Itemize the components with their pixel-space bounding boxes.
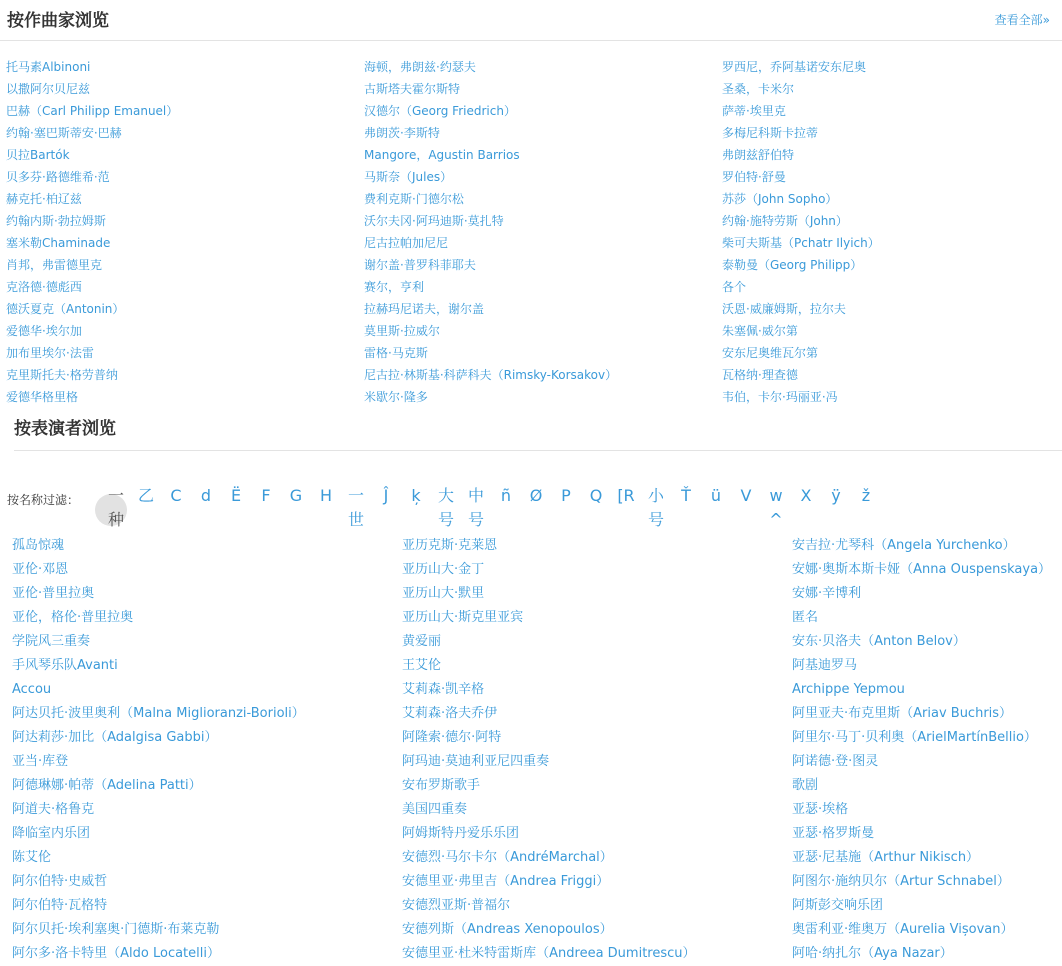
composer-link[interactable]: 沃恩·威廉姆斯，拉尔夫 <box>722 302 846 316</box>
letter-filter-option[interactable]: ÿ <box>831 486 841 505</box>
performer-link[interactable]: 阿玛迪·莫迪利亚尼四重奏 <box>402 754 550 769</box>
performer-link[interactable]: 安德列斯（Andreas Xenopoulos） <box>402 922 613 937</box>
composer-link[interactable]: Mangore，Agustin Barrios <box>364 148 520 162</box>
performer-list <box>12 534 1057 966</box>
performer-link[interactable]: 陈艾伦 <box>12 850 52 865</box>
performer-link[interactable]: 亚历山大·默里 <box>402 586 485 601</box>
composers-section-title: 按作曲家浏览 <box>7 11 109 31</box>
performer-link[interactable]: 阿道夫·格鲁克 <box>12 802 95 817</box>
performer-link[interactable]: 安东·贝洛夫（Anton Belov） <box>792 634 966 649</box>
composer-link[interactable]: 弗朗茨·李斯特 <box>364 126 440 140</box>
composer-link[interactable]: 贝拉Bartók <box>6 148 70 162</box>
composer-link[interactable]: 罗伯特·舒曼 <box>722 170 786 184</box>
composer-link[interactable]: 马斯奈（Jules） <box>364 170 453 184</box>
composer-link[interactable]: 尼古拉·林斯基·科萨科夫（Rimsky-Korsakov） <box>364 368 618 382</box>
letter-filter-option[interactable]: ñ <box>500 486 512 505</box>
performer-link[interactable]: 阿诺德·登·图灵 <box>792 754 879 769</box>
performer-link[interactable]: 安布罗斯歌手 <box>402 778 481 793</box>
letter-filter-option[interactable]: 一 世 <box>347 486 364 529</box>
letter-filter-option[interactable]: Q <box>589 486 603 505</box>
performer-link[interactable]: 手风琴乐队Avanti <box>12 658 118 673</box>
composer-link[interactable]: 赛尔，亨利 <box>364 280 425 294</box>
composer-link[interactable]: 瓦格纳·理查德 <box>722 368 798 382</box>
performer-link[interactable]: 歌剧 <box>792 778 819 793</box>
performer-link[interactable]: 亚瑟·埃格 <box>792 802 849 817</box>
letter-filter-option[interactable]: P <box>561 486 571 505</box>
performer-link[interactable]: 黄爱丽 <box>402 634 442 649</box>
letter-filter-option[interactable]: 乙 <box>137 486 154 505</box>
performer-link[interactable]: 阿尔贝托·埃利塞奥·门德斯·布莱克勒 <box>12 922 220 937</box>
performer-link[interactable]: 安娜·奥斯本斯卡娅（Anna Ouspenskaya） <box>792 562 1052 577</box>
composer-link[interactable]: 韦伯，卡尔·玛丽亚·冯 <box>722 390 838 404</box>
performer-link[interactable]: 匿名 <box>792 610 819 625</box>
letter-filter-option[interactable]: V <box>740 486 752 505</box>
performer-link[interactable]: 阿尔伯特·瓦格特 <box>12 898 108 913</box>
composer-link[interactable]: 古斯塔夫霍尔斯特 <box>364 82 461 96</box>
composer-link[interactable]: 多梅尼科斯卡拉蒂 <box>722 126 819 140</box>
letter-filter-option[interactable]: ķ <box>411 486 421 505</box>
composer-link[interactable]: 米歇尔·隆多 <box>364 390 428 404</box>
performer-link[interactable]: 阿德琳娜·帕蒂（Adelina Patti） <box>12 778 202 793</box>
performer-link[interactable]: 安德烈亚斯·普福尔 <box>402 898 511 913</box>
performer-link[interactable]: 学院风三重奏 <box>12 634 91 649</box>
performer-link[interactable]: 阿达莉莎·加比（Adalgisa Gabbi） <box>12 730 218 745</box>
performer-link[interactable]: 安德里亚·杜米特雷斯库（Andreea Dumitrescu） <box>402 946 696 961</box>
composer-link[interactable]: 弗朗兹舒伯特 <box>722 148 795 162</box>
composer-link[interactable]: 以撒阿尔贝尼兹 <box>6 82 91 96</box>
composers-divider <box>0 40 1062 41</box>
composer-link[interactable]: 莫里斯·拉威尔 <box>364 324 440 338</box>
performer-link[interactable]: 亚瑟·尼基施（Arthur Nikisch） <box>792 850 980 865</box>
composer-list <box>6 56 1056 408</box>
composer-link[interactable]: 萨蒂·埃里克 <box>722 104 786 118</box>
composer-link[interactable]: 朱塞佩·威尔第 <box>722 324 798 338</box>
letter-filter-option[interactable]: [R <box>617 486 635 505</box>
performer-link[interactable]: 亚历克斯·克莱恩 <box>402 538 498 553</box>
performer-link[interactable]: 孤岛惊魂 <box>12 538 65 553</box>
composer-link[interactable]: 贝多芬·路德维希·范 <box>6 170 110 184</box>
performer-link[interactable]: 艾莉森·凯辛格 <box>402 682 485 697</box>
composer-link[interactable]: 柴可夫斯基（Pchatr Ilyich） <box>722 236 880 250</box>
performer-link[interactable]: 阿里亚夫·布克里斯（Ariav Buchris） <box>792 706 1013 721</box>
composer-link[interactable]: 罗西尼，乔阿基诺安东尼奥 <box>722 60 867 74</box>
performers-divider <box>14 450 1062 451</box>
composer-link[interactable]: 沃尔夫冈·阿玛迪斯·莫扎特 <box>364 214 504 228</box>
letter-filter-option[interactable]: 一 种 <box>101 484 131 532</box>
performer-link[interactable]: 阿图尔·施纳贝尔（Artur Schnabel） <box>792 874 1010 889</box>
performer-link[interactable]: 阿基迪罗马 <box>792 658 858 673</box>
performers-section-title: 按表演者浏览 <box>14 419 116 439</box>
performer-link[interactable]: 阿姆斯特丹爱乐乐团 <box>402 826 520 841</box>
performer-link[interactable]: 亚伦·邓恩 <box>12 562 69 577</box>
composer-link[interactable]: 托马素Albinoni <box>6 60 91 74</box>
composer-link[interactable]: 海顿，弗朗兹·约瑟夫 <box>364 60 476 74</box>
composer-link[interactable]: 赫克托·柏辽兹 <box>6 192 82 206</box>
letter-filter-option[interactable]: Ĵ <box>383 486 389 505</box>
performer-link[interactable]: 亚瑟·格罗斯曼 <box>792 826 875 841</box>
composer-link[interactable]: 谢尔盖·普罗科菲耶夫 <box>364 258 476 272</box>
performer-link[interactable]: 阿里尔·马丁·贝利奥（ArielMartínBellio） <box>792 730 1037 745</box>
composer-link[interactable]: 爱德华格里格 <box>6 390 79 404</box>
letter-filter-option[interactable]: ü <box>710 486 722 505</box>
composer-link[interactable]: 圣桑，卡米尔 <box>722 82 795 96</box>
letter-filter-option[interactable]: X <box>800 486 812 505</box>
performer-link[interactable]: 安德烈·马尔卡尔（AndréMarchal） <box>402 850 613 865</box>
letter-filter-option[interactable]: 大 号 <box>437 486 454 529</box>
letter-filter-option[interactable]: H <box>319 486 333 505</box>
letter-filter-option[interactable]: G <box>289 486 303 505</box>
view-all-composers-link[interactable]: 查看全部» <box>994 13 1050 27</box>
performer-link[interactable]: Accou <box>12 682 52 697</box>
composer-link[interactable]: 爱德华·埃尔加 <box>6 324 82 338</box>
letter-filter-option[interactable]: Ø <box>529 486 543 505</box>
letter-filter-option[interactable]: Ť <box>681 486 691 505</box>
composer-link[interactable]: 汉德尔（Georg Friedrich） <box>364 104 516 118</box>
composer-link[interactable]: 约翰·施特劳斯（John） <box>722 214 848 228</box>
composer-link[interactable]: 克里斯托夫·格劳普纳 <box>6 368 118 382</box>
performer-link[interactable]: 亚历山大·斯克里亚宾 <box>402 610 524 625</box>
performer-link[interactable]: 阿斯彭交响乐团 <box>792 898 884 913</box>
letter-filter-option[interactable]: C <box>170 486 182 505</box>
letter-filter-option[interactable]: F <box>261 486 271 505</box>
performer-link[interactable]: 阿尔伯特·史威哲 <box>12 874 108 889</box>
composer-link[interactable]: 雷格·马克斯 <box>364 346 428 360</box>
composer-link[interactable]: 安东尼奥维瓦尔第 <box>722 346 819 360</box>
letter-filter-options <box>101 484 881 532</box>
letter-filter-option[interactable]: Ë <box>230 486 242 505</box>
composer-link[interactable]: 肖邦，弗雷德里克 <box>6 258 103 272</box>
letter-filter-option[interactable]: d <box>200 486 212 505</box>
letter-filter-option[interactable]: ž <box>861 486 871 505</box>
composer-link[interactable]: 巴赫（Carl Philipp Emanuel） <box>6 104 179 118</box>
letter-filter-option[interactable]: 中 号 <box>467 486 484 529</box>
performer-link[interactable]: Archippe Yepmou <box>792 682 905 697</box>
performer-link[interactable]: 亚伦，格伦·普里拉奥 <box>12 610 134 625</box>
composer-link[interactable]: 苏莎（John Sopho） <box>722 192 838 206</box>
composer-link[interactable]: 尼古拉帕加尼尼 <box>364 236 449 250</box>
performer-link[interactable]: 阿哈·纳扎尔（Aya Nazar） <box>792 946 953 961</box>
letter-filter <box>7 484 1057 532</box>
performer-link[interactable]: 阿尔多·洛卡特里（Aldo Locatelli） <box>12 946 220 961</box>
performer-link[interactable]: 安娜·辛博利 <box>792 586 862 601</box>
letter-filter-option[interactable]: w ^ <box>769 486 783 529</box>
performer-link[interactable]: 阿达贝托·波里奥利（Malna Miglioranzi-Borioli） <box>12 706 305 721</box>
performer-link[interactable]: 奥雷利亚·维奥万（Aurelia Vișovan） <box>792 922 1014 937</box>
letter-filter-option[interactable]: 小 号 <box>647 486 664 529</box>
performer-link[interactable]: 阿隆索·德尔·阿特 <box>402 730 502 745</box>
composer-link[interactable]: 克洛德·德彪西 <box>6 280 82 294</box>
composer-link[interactable]: 各个 <box>722 280 747 294</box>
composer-link[interactable]: 费利克斯·门德尔松 <box>364 192 464 206</box>
composer-link[interactable]: 塞米勒Chaminade <box>6 236 111 250</box>
composer-link[interactable]: 德沃夏克（Antonin） <box>6 302 125 316</box>
performer-link[interactable]: 安德里亚·弗里吉（Andrea Friggi） <box>402 874 610 889</box>
performer-link[interactable]: 亚历山大·金丁 <box>402 562 485 577</box>
composer-link[interactable]: 拉赫玛尼诺夫，谢尔盖 <box>364 302 485 316</box>
filter-label: 按名称过滤： <box>7 493 80 507</box>
performer-link[interactable]: 亚伦·普里拉奥 <box>12 586 95 601</box>
composer-link[interactable]: 约翰·塞巴斯蒂安·巴赫 <box>6 126 122 140</box>
performer-link[interactable]: 王艾伦 <box>402 658 442 673</box>
composer-link[interactable]: 约翰内斯·勃拉姆斯 <box>6 214 106 228</box>
performer-link[interactable]: 安吉拉·尤琴科（Angela Yurchenko） <box>792 538 1016 553</box>
performer-link[interactable]: 降临室内乐团 <box>12 826 91 841</box>
performer-link[interactable]: 美国四重奏 <box>402 802 468 817</box>
performer-link[interactable]: 艾莉森·洛夫乔伊 <box>402 706 498 721</box>
composer-link[interactable]: 加布里埃尔·法雷 <box>6 346 94 360</box>
composer-link[interactable]: 泰勒曼（Georg Philipp） <box>722 258 863 272</box>
performer-link[interactable]: 亚当·库登 <box>12 754 69 769</box>
